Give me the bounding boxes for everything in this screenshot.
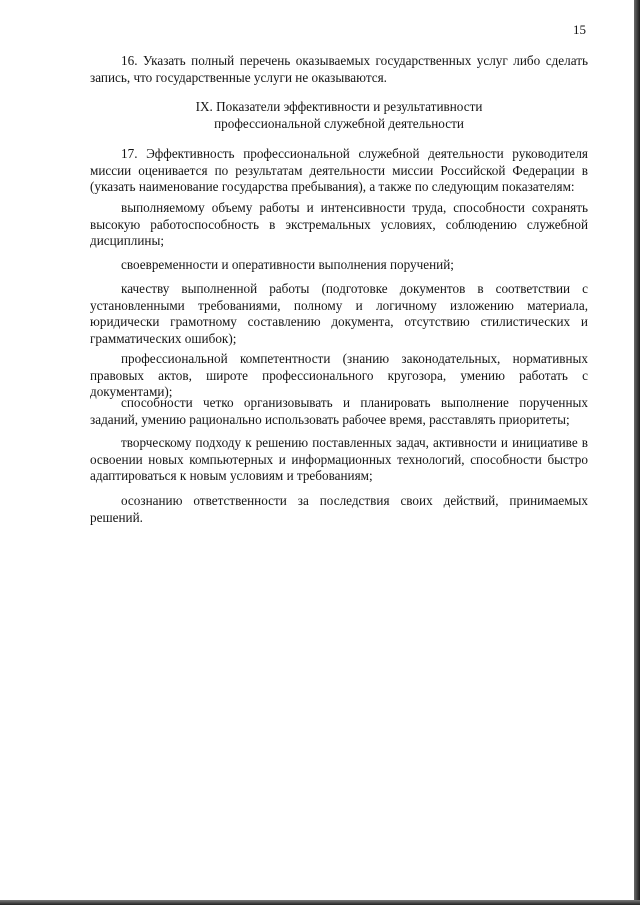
scan-edge-right	[634, 0, 640, 905]
section-heading-line-2: профессиональной служебной деятельности	[214, 115, 464, 131]
scan-edge-bottom	[0, 900, 640, 905]
criterion-workload: выполняемому объему работы и интенсивности труда, способности сохранять высокую работоспособность в экстремальных условиях, соблюдению служебной дисциплины;	[90, 200, 588, 249]
paragraph-17: 17. Эффективность профессиональной служебной деятельности руководителя миссии оценивается по результатам деятельности миссии Российской Федерации в (указать наименование государства пребывания), а также по следующим показателям:	[90, 146, 588, 195]
paragraph-16: 16. Указать полный перечень оказываемых государственных услуг либо сделать запись, что государственные услуги не оказываются.	[90, 53, 588, 85]
section-heading-line-1: IX. Показатели эффективности и результативности	[195, 99, 483, 114]
page-number: 15	[573, 22, 586, 37]
criterion-organization: способности четко организовывать и планировать выполнение порученных заданий, умению рационально использовать рабочее время, расставлять приоритеты;	[90, 395, 588, 427]
criterion-competence: профессиональной компетентности (знанию законодательных, нормативных правовых актов, широте профессионального кругозора, умению работать с документами);	[90, 351, 588, 400]
section-heading	[90, 99, 588, 132]
criterion-timeliness: своевременности и оперативности выполнения поручений;	[121, 257, 454, 272]
criterion-creativity: творческому подходу к решению поставленных задач, активности и инициативе в освоении новых компьютерных и информационных технологий, способности быстро адаптироваться к новым условиям и требованиям;	[90, 435, 588, 484]
criterion-work-quality: качеству выполненной работы (подготовке документов в соответствии с установленными требованиями, полному и логичному изложению материала, юридически грамотному составлению документа, отсутствию стилистических и грамматических ошибок);	[90, 281, 588, 346]
criterion-responsibility: осознанию ответственности за последствия своих действий, принимаемых решений.	[90, 493, 588, 525]
